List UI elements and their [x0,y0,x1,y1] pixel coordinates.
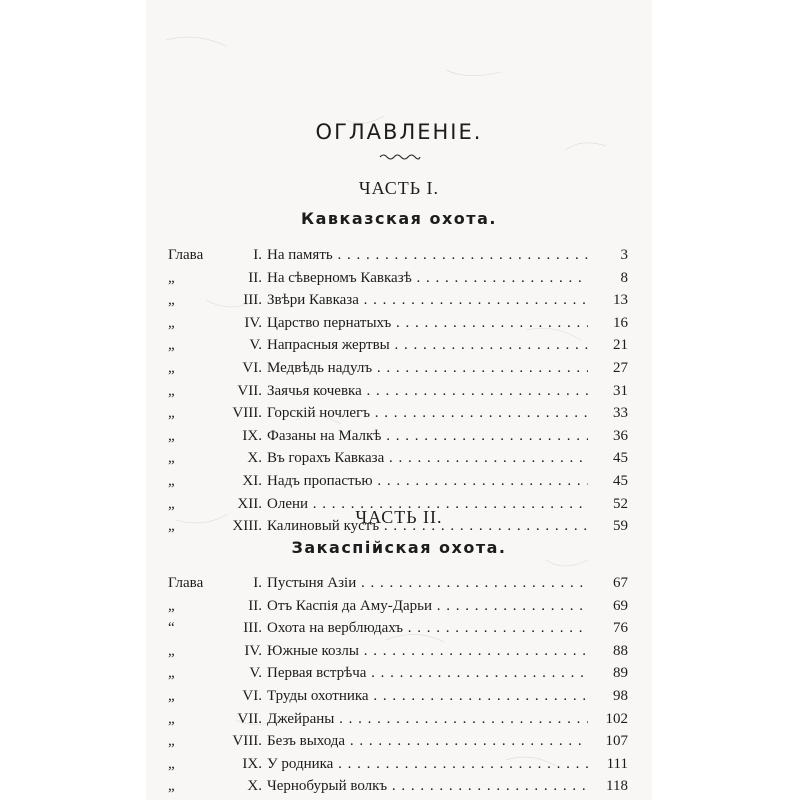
toc-entry [168,357,628,380]
page-number: 36 [613,427,628,444]
toc-entry [168,380,628,403]
chapter-prefix: „ [168,337,175,354]
chapter-title: Заячья кочевка . . . [267,380,588,403]
chapter-title: Отъ Каспія да Аму-Дарьи . . . [267,595,588,618]
chapter-number: XII. [237,495,262,512]
page-number: 21 [613,337,628,354]
chapter-title: Труды охотника . . . [267,685,588,708]
chapter-number: V. [249,337,262,354]
chapter-number: VIII. [232,733,262,750]
page-number: 3 [620,247,628,263]
chapter-number: XI. [242,472,262,489]
chapter-title: На память . . . [267,244,588,267]
toc-entry [168,267,628,290]
chapter-number: III. [243,292,262,309]
toc-entry [168,289,628,312]
chapter-number: II. [248,597,262,614]
page-number: 88 [613,642,628,659]
chapter-title: Пустыня Азіи . . . [267,572,588,595]
chapter-prefix: “ [168,620,175,637]
page-number: 118 [606,778,628,795]
toc-entry [168,617,628,640]
part-heading: ЧАСТЬ I. [358,178,440,198]
chapter-number: VII. [237,382,262,399]
toc-entry [168,595,628,618]
chapter-prefix: „ [168,405,175,422]
chapter-prefix: „ [168,450,175,467]
chapter-title: Джейраны . . . [267,708,588,731]
chapter-prefix: „ [168,665,175,682]
chapter-title: Звѣри Кавказа . . . [267,289,588,312]
chapter-title: Горскій ночлегъ . . . [267,402,588,425]
part-subtitle: Закаспійская охота. [291,538,507,557]
chapter-title: Южные козлы . . . [267,640,588,663]
page-number: 8 [620,269,628,286]
page-number: 76 [613,620,628,637]
part-heading: ЧАСТЬ II. [355,507,443,527]
toc-entry [168,334,628,357]
toc-entry [168,685,628,708]
chapter-number: V. [249,665,262,682]
chapter-prefix: „ [168,755,175,772]
chapter-title: У родника . . . [267,753,588,776]
toc-entry [168,244,628,267]
toc-entry [168,447,628,470]
toc-entry [168,572,628,595]
toc-entry [168,312,628,335]
chapter-title: Чернобурый волкъ . . . [267,775,588,798]
chapter-prefix: „ [168,687,175,704]
chapter-number: I. [253,575,262,591]
toc-entry [168,640,628,663]
chapter-number: I. [253,247,262,263]
chapter-prefix: „ [168,495,175,512]
chapter-prefix: „ [168,733,175,750]
page-number: 59 [613,518,628,535]
chapter-number: IV. [244,314,262,331]
page-number: 98 [613,687,628,704]
chapter-prefix: Глава [168,575,204,591]
chapter-title: Надъ пропастью . . . [267,470,588,493]
chapter-prefix: „ [168,642,175,659]
chapter-title: Первая встрѣча . . . [267,662,588,685]
page-number: 16 [613,314,628,331]
chapter-title: Фазаны на Малкѣ . . . [267,425,588,448]
part-subtitle: Кавказская охота. [301,209,497,228]
chapter-number: X. [247,450,262,467]
chapter-prefix: „ [168,427,175,444]
chapter-prefix: „ [168,597,175,614]
chapter-list [168,244,628,538]
chapter-list [168,572,628,798]
chapter-number: II. [248,269,262,286]
page-number: 89 [613,665,628,682]
chapter-prefix: „ [168,472,175,489]
toc-entry [168,402,628,425]
page-number: 27 [613,359,628,376]
page-number: 107 [605,733,628,750]
chapter-prefix: „ [168,359,175,376]
chapter-prefix: „ [168,314,175,331]
chapter-number: IX. [242,427,262,444]
title-ornament [378,152,422,162]
page-number: 31 [613,382,628,399]
toc-entry [168,775,628,798]
chapter-title: Царство пернатыхъ . . . [267,312,588,335]
page-number: 52 [613,495,628,512]
chapter-title: Безъ выхода . . . [267,730,588,753]
chapter-title: Медвѣдь надулъ . . . [267,357,588,380]
page-number: 45 [613,472,628,489]
page-number: 13 [613,292,628,309]
page-number: 111 [606,755,628,772]
chapter-number: VI. [242,687,262,704]
chapter-title: На сѣверномъ Кавказѣ . . . [267,267,588,290]
chapter-number: VIII. [232,405,262,422]
chapter-number: VII. [237,710,262,727]
chapter-prefix: „ [168,778,175,795]
toc-entry [168,425,628,448]
toc-entry [168,730,628,753]
chapter-number: III. [243,620,262,637]
chapter-title: Охота на верблюдахъ . . . [267,617,588,640]
toc-entry [168,662,628,685]
page-number: 67 [613,575,628,591]
chapter-title: Олени . . . [267,493,588,516]
chapter-prefix: „ [168,710,175,727]
chapter-number: XIII. [232,518,262,535]
page-number: 33 [613,405,628,422]
page-number: 45 [613,450,628,467]
chapter-number: IV. [244,642,262,659]
page-number: 102 [605,710,628,727]
chapter-prefix: „ [168,518,175,535]
chapter-title: Въ горахъ Кавказа . . . [267,447,588,470]
toc-entry [168,708,628,731]
toc-entry [168,753,628,776]
chapter-number: IX. [242,755,262,772]
chapter-prefix: „ [168,292,175,309]
chapter-prefix: „ [168,269,175,286]
chapter-number: X. [247,778,262,795]
chapter-title: Калиновый кустъ . . . [267,515,588,538]
chapter-prefix: „ [168,382,175,399]
chapter-title: Напрасныя жертвы . . . [267,334,588,357]
chapter-prefix: Глава [168,247,204,263]
page-number: 69 [613,597,628,614]
page-title: ОГЛАВЛЕНIЕ. [315,120,483,144]
toc-entry [168,470,628,493]
chapter-number: VI. [242,359,262,376]
